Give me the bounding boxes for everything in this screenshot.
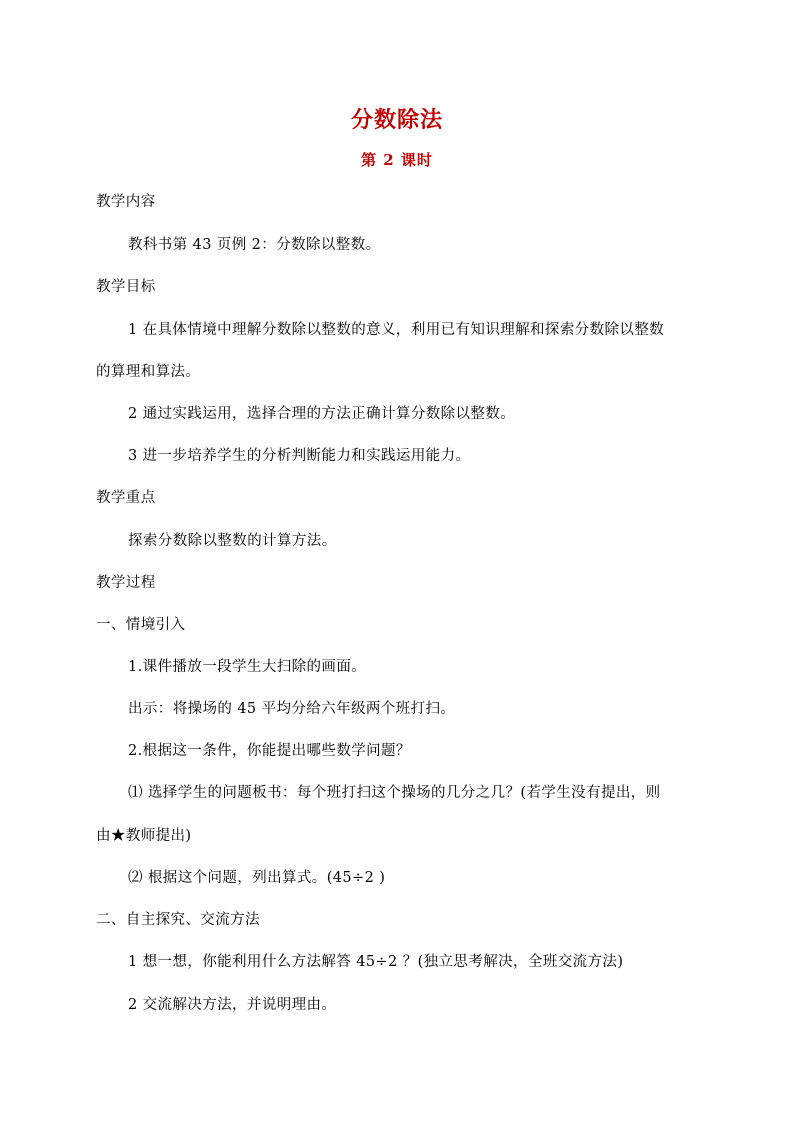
goals-heading: 教学目标 [96, 279, 156, 295]
content-heading: 教学内容 [96, 194, 156, 210]
content-text: 教科书第 43 页例 2：分数除以整数。 [128, 237, 381, 253]
focus-heading: 教学重点 [96, 490, 156, 506]
part-2-item-1: 1 想一想，你能利用什么方法解答 45÷2 ？(独立思考解决，全班交流方法) [128, 954, 624, 970]
part-1-item-1: 1.课件播放一段学生大扫除的画面。 [128, 659, 367, 675]
goal-1-line-2: 的算理和算法。 [96, 364, 201, 380]
part-1-sub-2: ⑵ 根据这个问题，列出算式。(45÷2 ) [128, 870, 386, 886]
focus-text: 探索分数除以整数的计算方法。 [128, 533, 337, 549]
part-1-show: 出示：将操场的 45 平均分给六年级两个班打扫。 [128, 701, 456, 717]
part-2-item-2: 2 交流解决方法，并说明理由。 [128, 997, 337, 1013]
lesson-number: 第 2 课时 [361, 151, 433, 169]
part-1-sub-1-line-2: 由★教师提出) [96, 828, 192, 844]
document-title: 分数除法 [350, 107, 443, 133]
part-1-heading: 一、情境引入 [96, 617, 186, 633]
goal-2: 2 通过实践运用，选择合理的方法正确计算分数除以整数。 [128, 406, 516, 422]
part-1-sub-1-line-1: ⑴ 选择学生的问题板书：每个班打扫这个操场的几分之几？(若学生没有提出，则 [128, 785, 661, 801]
part-2-heading: 二、自主探究、交流方法 [96, 912, 260, 928]
part-1-item-2: 2.根据这一条件，你能提出哪些数学问题？ [128, 743, 411, 759]
goal-3: 3 进一步培养学生的分析判断能力和实践运用能力。 [128, 448, 471, 464]
process-heading: 教学过程 [96, 575, 156, 591]
goal-1-line-1: 1 在具体情境中理解分数除以整数的意义，利用已有知识理解和探索分数除以整数 [128, 322, 665, 338]
